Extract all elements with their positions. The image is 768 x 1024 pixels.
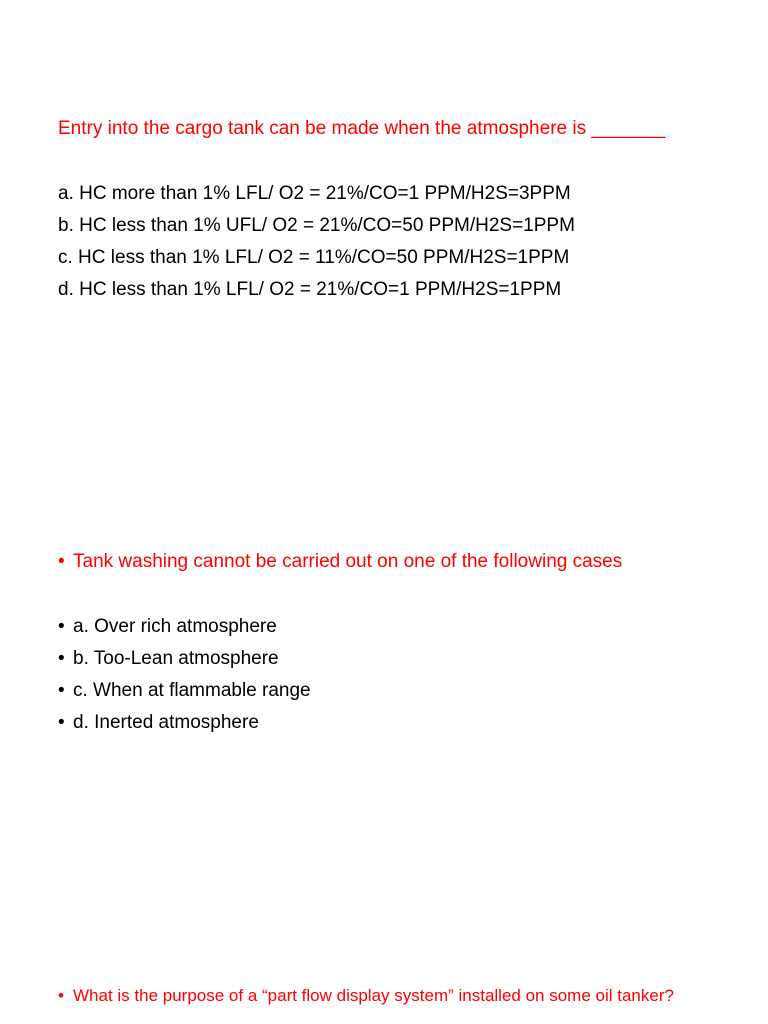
- question-1-option-c: c. HC less than 1% LFL/ O2 = 11%/CO=50 PPM/H2S=1PPM: [58, 247, 570, 268]
- question-2-option-a-item: [58, 611, 277, 643]
- question-2-item: [58, 546, 622, 578]
- bullet-icon: •: [58, 680, 65, 701]
- question-3-item: [58, 985, 698, 1006]
- bullet-icon: •: [58, 551, 65, 572]
- bullet-icon: •: [58, 648, 65, 669]
- question-2-option-d: d. Inerted atmosphere: [73, 712, 259, 733]
- question-2-option-c: c. When at flammable range: [73, 680, 311, 701]
- question-2-option-a: a. Over rich atmosphere: [73, 616, 277, 637]
- question-2-option-d-item: [58, 707, 259, 739]
- question-1-text: Entry into the cargo tank can be made when the atmosphere is _______: [58, 118, 666, 139]
- bullet-icon: •: [58, 616, 65, 637]
- question-1-option-b: b. HC less than 1% UFL/ O2 = 21%/CO=50 PPM/H2S=1PPM: [58, 215, 575, 236]
- question-2-option-b-item: [58, 643, 279, 675]
- question-2-text: Tank washing cannot be carried out on one of the following cases: [73, 551, 623, 572]
- question-2-option-c-item: [58, 675, 311, 707]
- bullet-icon: •: [58, 986, 64, 1005]
- question-1-option-d: d. HC less than 1% LFL/ O2 = 21%/CO=1 PPM/H2S=1PPM: [58, 279, 562, 300]
- question-1-option-a: a. HC more than 1% LFL/ O2 = 21%/CO=1 PPM/H2S=3PPM: [58, 183, 571, 204]
- bullet-icon: •: [58, 712, 65, 733]
- question-3-text: What is the purpose of a “part flow display system” installed on some oil tanker?: [73, 986, 674, 1005]
- question-2-option-b: b. Too-Lean atmosphere: [73, 648, 279, 669]
